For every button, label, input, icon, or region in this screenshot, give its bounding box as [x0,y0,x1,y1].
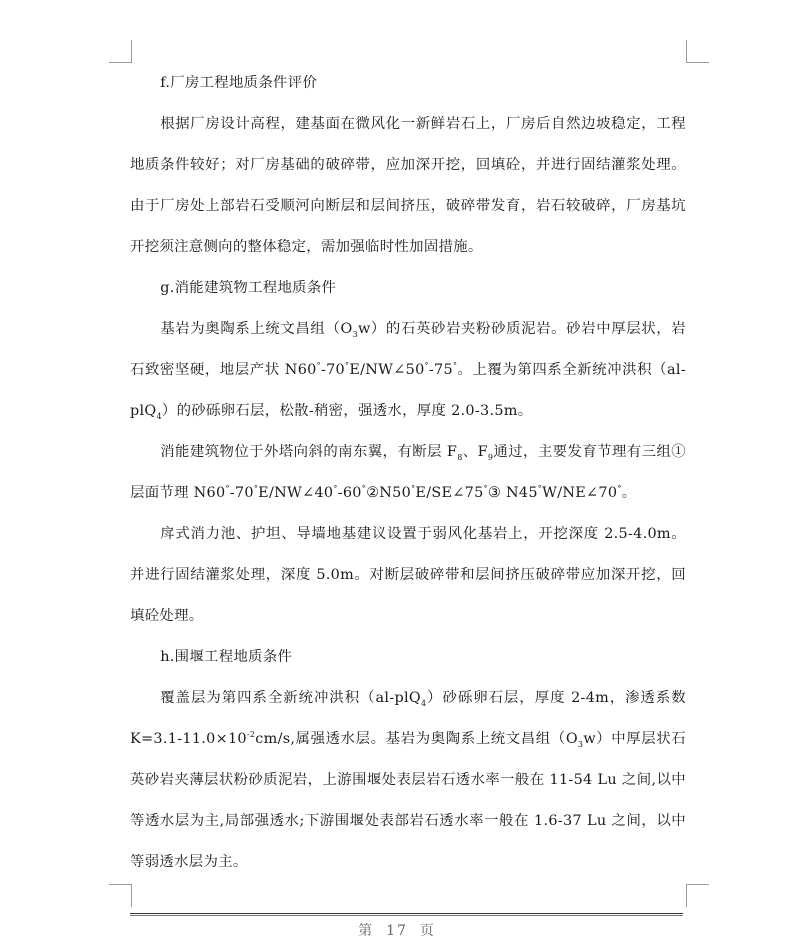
footer-rule [130,913,683,914]
section-g-heading: g.消能建筑物工程地质条件 [160,280,337,296]
corner-mark-bottom-right [686,884,709,907]
corner-mark-bottom-left [109,884,132,907]
section-h-paragraph: 覆盖层为第四系全新统冲洪积（al-plQ$_4$）砂砾卵石层，厚度 2-4m，渗透系数 $K=3.1-11.0\times 10^{-2}cm/s$,属强透水层。基岩为奥陶系上统文昌组$(O_3w)$中厚层状石英砂岩夹薄层状粉砂质泥岩，上游围堰处表层岩石透水率一般在 11-54 Lu 之间,以中等透水层为主,局部强透水;下游围堰处表部岩石透水率一般在 1.6-37 Lu 之间，以中等弱透水层为主。 [130,690,686,870]
section-g-paragraph-3: 戽式消力池、护坦、导墙地基建议设置于弱风化基岩上，开挖深度 2.5-4.0m。并进行固结灌浆处理，深度 5.0m。对断层破碎带和层间挤压破碎带应加深开挖，回填砼处理。 [130,526,686,624]
section-g-paragraph-1: 基岩为奥陶系上统文昌组$(O_3w)$的石英砂岩夹粉砂质泥岩。砂岩中厚层状，岩石致密坚硬，地层产状 N60°-70°E/NW∠50°-75°。上覆为第四系全新统冲洪积（al-plQ$_4$）的砂砾卵石层，松散-稍密，强透水，厚度 2.0-3.5m。 [130,321,687,421]
section-f-heading: f.厂房工程地质条件评价 [160,75,318,91]
section-h-heading: h.围堰工程地质条件 [160,649,293,665]
corner-mark-top-right [686,40,709,63]
corner-mark-top-left [109,40,132,63]
document-body [130,63,686,883]
section-f-paragraph: 根据厂房设计高程，建基面在微风化一新鲜岩石上，厂房后自然边坡稳定，工程地质条件较好；对厂房基础的破碎带，应加深开挖，回填砼，并进行固结灌浆处理。由于厂房处上部岩石受顺河向断层和层间挤压，破碎带发育，岩石较破碎，厂房基坑开挖须注意侧向的整体稳定，需加强临时性加固措施。 [130,116,686,255]
section-g-paragraph-2: 消能建筑物位于外塔向斜的南东翼，有断层 $F_8$、$F_9$通过，主要发育节理有三组①层面节理 N60°-70°E/NW∠40°-60°②N50°E/SE∠75°③ N45°W/NE∠70°。 [130,444,686,501]
page-number: 第 17 页 [358,923,436,939]
footer-rule-secondary [130,915,683,916]
